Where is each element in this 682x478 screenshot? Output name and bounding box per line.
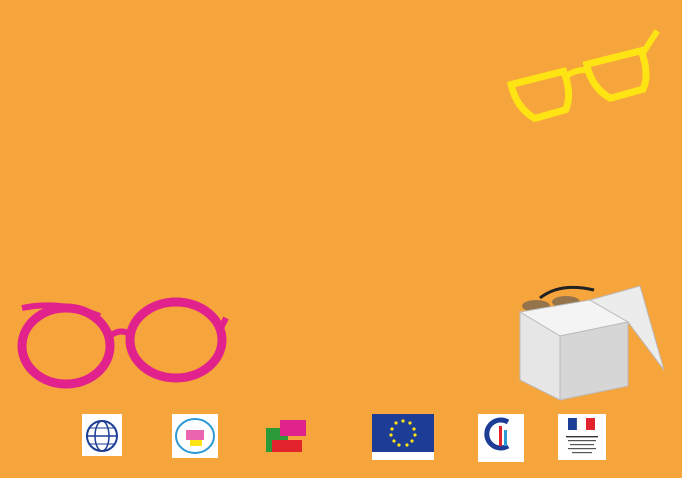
pink-glasses-icon	[22, 302, 226, 384]
french-ministry-logo	[558, 414, 606, 460]
partner-logo-itinerary	[172, 414, 218, 458]
french-republic-flag-icon	[558, 414, 606, 460]
box-with-glasses-icon	[520, 286, 664, 400]
partner-logo-globe	[82, 414, 122, 456]
itinerary-logo-icon	[172, 414, 218, 458]
european-union-logo	[372, 414, 434, 460]
yellow-glasses-icon	[507, 31, 670, 122]
globe-icon	[82, 414, 122, 456]
eu-flag-icon	[372, 414, 434, 452]
mission-locale-logo	[262, 414, 312, 458]
chateauroux-city-logo	[478, 414, 524, 462]
mission-locale-logo-icon	[262, 414, 312, 458]
city-logo-icon	[478, 414, 524, 454]
